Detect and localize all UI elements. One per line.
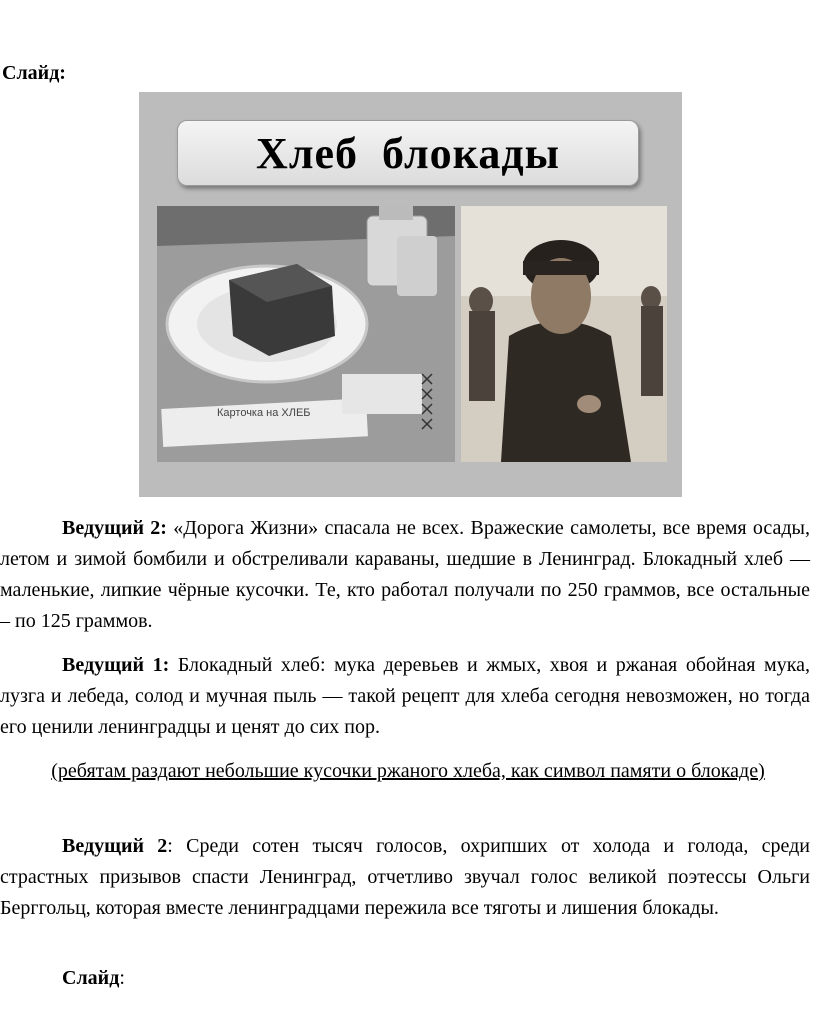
old-man-photo [461,206,667,462]
paragraph-3 [0,831,810,924]
slide-label-2 [0,963,810,993]
speaker-label: Ведущий 2: [62,517,167,539]
speaker-label: Ведущий 2 [62,835,168,857]
slide-label: Слайд: [2,62,66,84]
stage-direction: (ребятам раздают небольшие кусочки ржаного хлеба, как символ памяти о блокаде) [51,760,765,782]
slide-label-colon: : [119,967,125,989]
paragraph-1 [0,513,810,637]
bread-ration-photo [157,206,455,462]
paragraph-2 [0,650,810,743]
slide-label-word: Слайд [62,967,120,989]
slide-title-box [177,120,639,186]
paragraph-text: : Среди сотен тысяч голосов, охрипших от холода и голода, среди страстных призывов спасти Ленинград, отчетливо звучал голос великой поэтессы Ольги Берггольц, которая вместе ленинградцами пережила все тяготы и лишения блокады. [0,835,810,919]
slide-image [139,92,682,497]
paragraph-text: Блокадный хлеб: мука деревьев и жмых, хвоя и ржаная обойная мука, лузга и лебеда, солод и мучная пыль — такой рецепт для хлеба сегодня невозможен, но тогда его ценили ленинградцы и ценят до сих пор. [0,654,810,738]
slide-title: Хлеб блокады [256,128,560,178]
speaker-label: Ведущий 1: [62,654,170,676]
paragraph-text: «Дорога Жизни» спасала не всех. Вражеские самолеты, все время осады, летом и зимой бомбили и обстреливали караваны, шедшие в Ленинград. Блокадный хлеб — маленькие, липкие чёрные кусочки. Те, кто работал получали по 250 граммов, все остальные – по 125 граммов. [0,517,810,632]
svg-text:Карточка на ХЛЕБ: Карточка на ХЛЕБ [217,407,311,419]
